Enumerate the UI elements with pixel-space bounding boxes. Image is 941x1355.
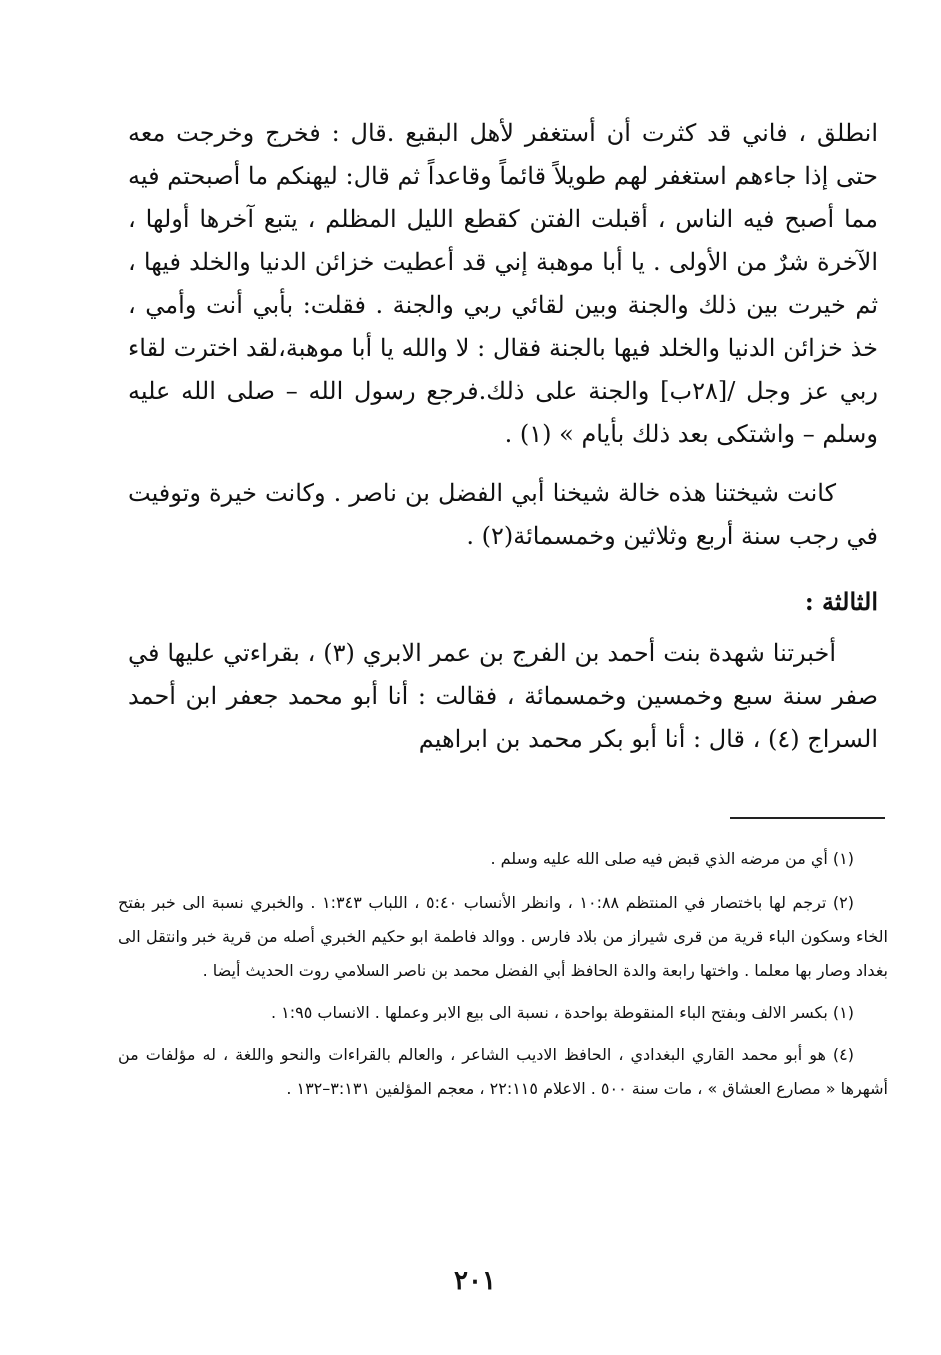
paragraph-3: [128, 632, 878, 761]
footnotes: [118, 842, 888, 1114]
paragraph-1-text: انطلق ، فاني قد كثرت أن أستغفر لأهل البقيع .قال : فخرج وخرجت معه حتى إذا جاءهم استغفر لهم طويلاً قائماً وقاعداً ثم قال: ليهنكم ما أصبحتم فيه مما أصبح فيه الناس ، أقبلت الفتن كقطع الليل المظلم ، يتبع آخرها أولها ، الآخرة شرٌ من الأولى . يا أبا موهبة إني قد أعطيت خزائن الدنيا والخلد فيها ، ثم خيرت بين ذلك والجنة وبين لقائي ربي والجنة . فقلت: بأبي أنت وأمي ، خذ خزائن الدنيا والخلد فيها بالجنة فقال : لا والله يا أبا موهبة،لقد اخترت لقاء ربي عز وجل /[٢٨ب] والجنة على ذلك.فرجع رسول الله – صلى الله عليه وسلم – واشتكى بعد ذلك بأيام » (١) .: [128, 119, 879, 448]
paragraph-3-text: أخبرتنا شهدة بنت أحمد بن الفرج بن عمر الابري (٣) ، بقراءتي عليها في صفر سنة سبع وخمسين وخمسمائة ، فقالت : أنا أبو محمد جعفر ابن أحمد السراج (٤) ، قال : أنا أبو بكر محمد بن ابراهيم: [128, 639, 878, 753]
paragraph-2-text: كانت شيختنا هذه خالة شيخنا أبي الفضل بن ناصر . وكانت خيرة وتوفيت في رجب سنة أربع وثلاثين وخمسمائة(٢) .: [128, 479, 878, 550]
footnote-1: (١) أي من مرضه الذي قبض فيه صلى الله عليه وسلم .: [490, 849, 854, 868]
paragraph-2: [128, 472, 878, 558]
main-text: [128, 112, 878, 761]
footnote-3: (١) بكسر الالف وبفتح الباء المنقوطة بواحدة ، نسبة الى بيع الابر وعملها . الانساب ١:٩٥ .: [271, 1003, 854, 1022]
page-number: ٢٠١: [454, 1266, 496, 1296]
footnote-2: (٢) ترجم لها باختصار في المنتظم ١٠:٨٨ ، وانظر الأنساب ٥:٤٠ ، اللباب ١:٣٤٣ . والخبري نسبة الى خبر بفتح الخاء وسكون الباء قرية من قرى شيراز من بلاد فارس . ووالد فاطمة ابو حكيم الخبري أصله من قرية خبر وانتقل الى بغداد وصار بها معلما . واختها رابعة والدة الحافظ أبي الفضل محمد بن ناصر السلامي روت الحديث أيضا .: [118, 893, 888, 980]
section-heading: الثالثة :: [804, 587, 878, 616]
paragraph-1: [128, 112, 878, 456]
footnote-4: (٤) هو أبو محمد القاري البغدادي ، الحافظ الاديب الشاعر ، والعالم بالقراءات والنحو واللغة ، له مؤلفات من أشهرها « مصارع العشاق » ، مات سنة ٥٠٠ . الاعلام ٢٢:١١٥ ، معجم المؤلفين ٣:١٣١–١٣٢ .: [118, 1045, 888, 1098]
footnote-separator: [730, 817, 885, 819]
